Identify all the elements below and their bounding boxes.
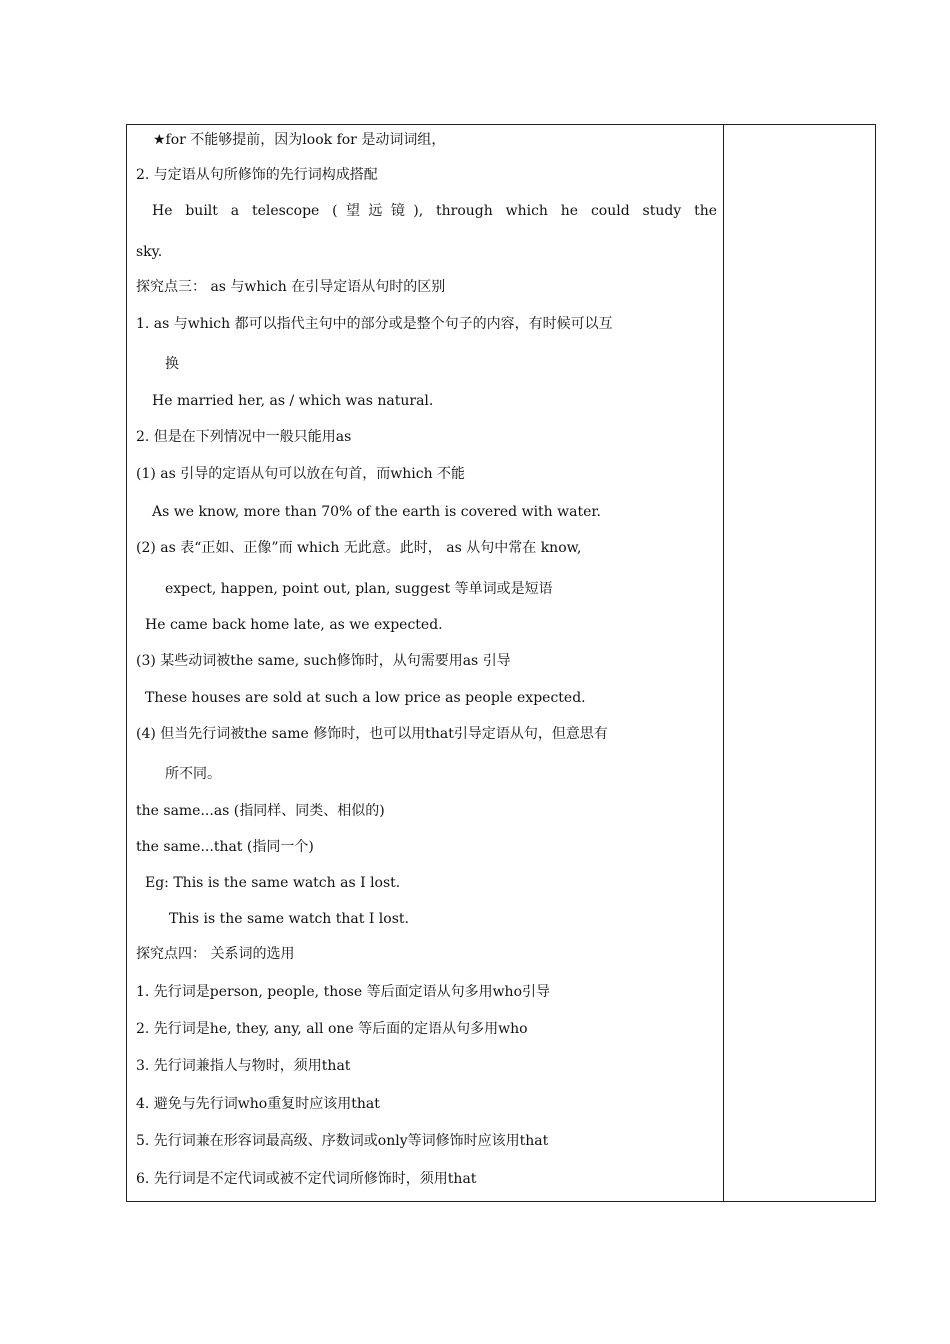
rule-line: 1. 先行词是person, people, those 等后面定语从句多用who引导 (136, 984, 550, 1000)
rule-line-cont: expect, happen, point out, plan, suggest 等单词或是短语 (165, 581, 553, 597)
point-heading: 2. 与定语从句所修饰的先行词构成搭配 (136, 167, 378, 183)
note-line: ★for 不能够提前，因为look for 是动词词组， (153, 132, 446, 148)
rule-line: 5. 先行词兼在形容词最高级、序数词或only等词修饰时应该用that (136, 1133, 549, 1149)
rule-line: 2. 先行词是he, they, any, all one 等后面的定语从句多用who (136, 1021, 528, 1037)
rule-line: (2) as 表“正如、正像”而 which 无此意。此时， as 从句中常在 know, (136, 540, 582, 556)
section-heading-3: 探究点三： as 与which 在引导定语从句时的区别 (136, 279, 446, 295)
example-sentence: He came back home late, as we expected. (145, 617, 443, 633)
example-sentence: He built a telescope (望远镜), through which he could study the (152, 203, 717, 219)
rule-line: 1. as 与which 都可以指代主句中的部分或是整个句子的内容，有时候可以互 (136, 316, 613, 332)
rule-line: 3. 先行词兼指人与物时，须用that (136, 1058, 351, 1074)
example-sentence: He married her, as / which was natural. (152, 393, 434, 409)
column-divider (723, 125, 724, 1201)
lesson-table (126, 124, 876, 1202)
usage-line: the same...as (指同样、同类、相似的) (136, 803, 385, 819)
point-heading: 2. 但是在下列情况中一般只能用as (136, 429, 352, 445)
content-cell (127, 125, 723, 1201)
rule-line: (4) 但当先行词被the same 修饰时，也可以用that引导定语从句，但意思有 (136, 726, 608, 742)
example-sentence-cont: sky. (136, 244, 163, 260)
example-sentence: As we know, more than 70% of the earth is covered with water. (152, 504, 601, 520)
example-sentence: This is the same watch that I lost. (169, 911, 409, 927)
example-sentence: Eg: This is the same watch as I lost. (145, 875, 401, 891)
rule-line: (1) as 引导的定语从句可以放在句首，而which 不能 (136, 466, 466, 482)
rule-line-cont: 换 (165, 356, 179, 372)
rule-line: 6. 先行词是不定代词或被不定代词所修饰时，须用that (136, 1171, 477, 1187)
example-sentence: These houses are sold at such a low price as people expected. (145, 690, 586, 706)
rule-line: 4. 避免与先行词who重复时应该用that (136, 1096, 380, 1112)
section-heading-4: 探究点四： 关系词的选用 (136, 946, 295, 962)
rule-line-cont: 所不同。 (165, 766, 221, 782)
usage-line: the same...that (指同一个) (136, 839, 314, 855)
rule-line: (3) 某些动词被the same, such修饰时，从句需要用as 引导 (136, 653, 511, 669)
